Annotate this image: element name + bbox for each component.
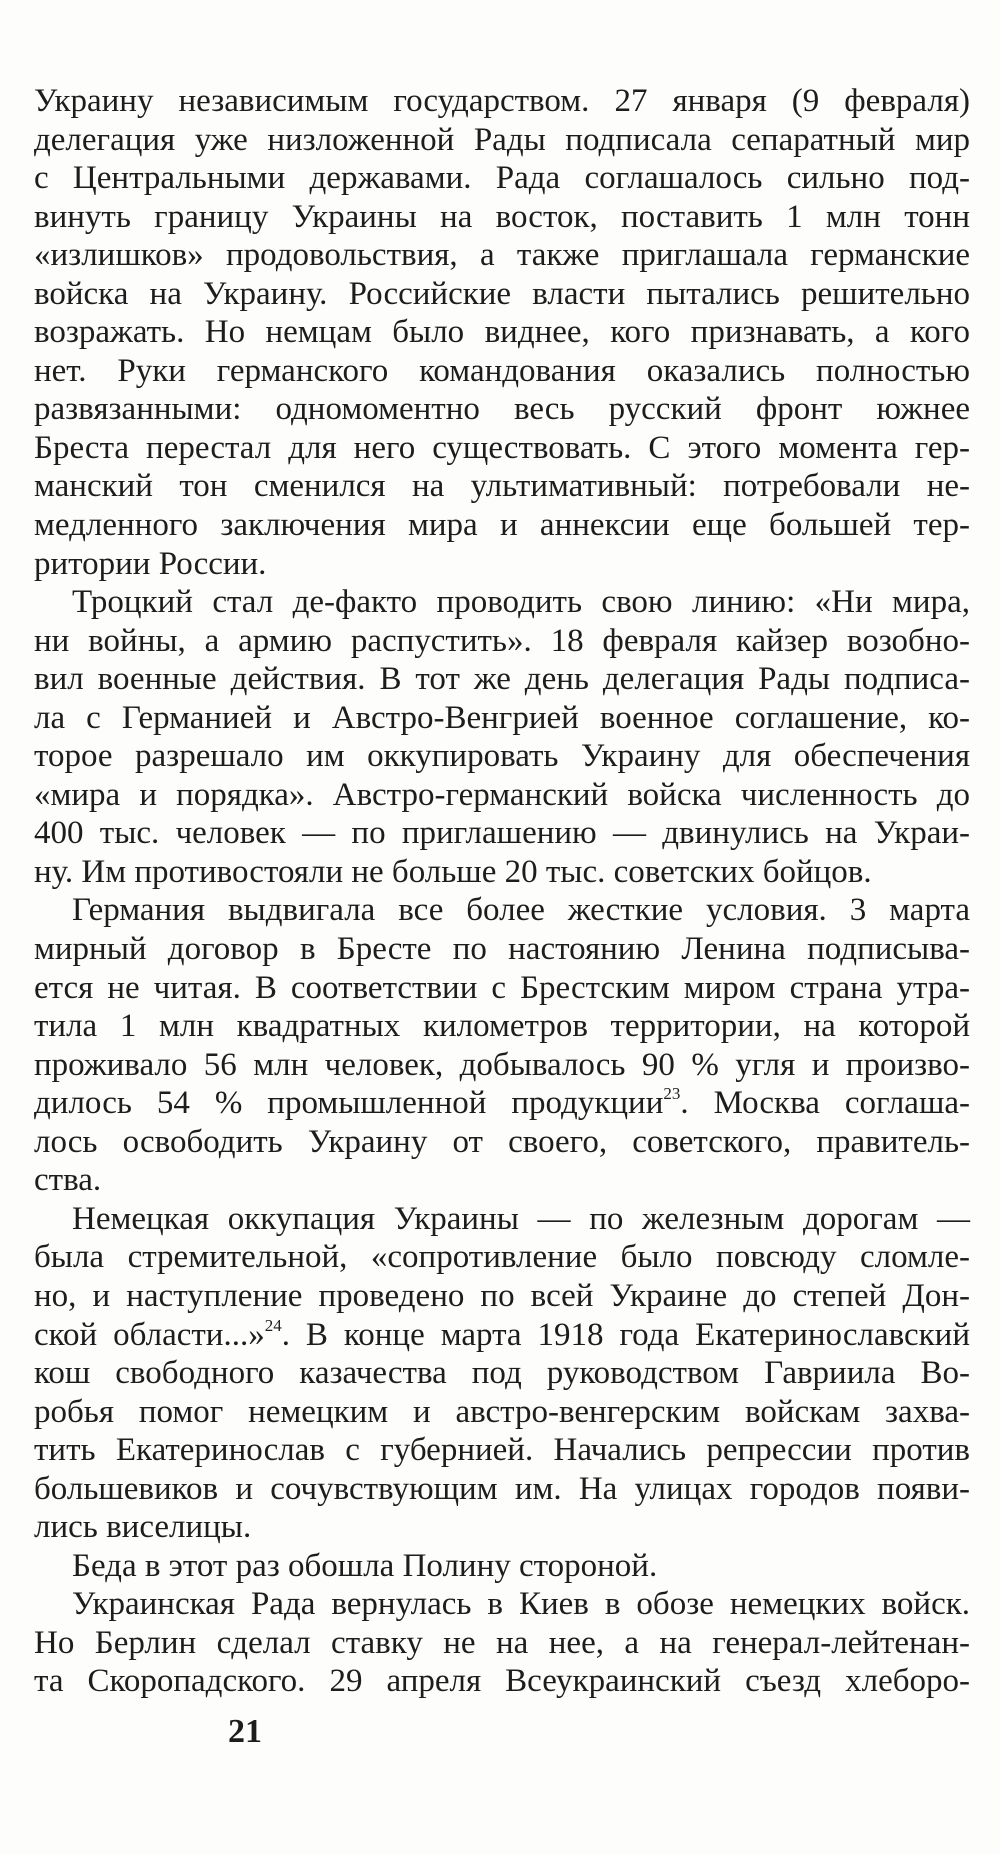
text-line: медленного заключения мира и аннексии еще большей тер- (34, 507, 970, 544)
text-line: ритории России. (34, 545, 267, 582)
text-line: ства. (34, 1162, 102, 1199)
text-line: была стремительной, «сопротивление было повсюду сломле- (34, 1239, 970, 1276)
text-fragment: дилось 54 % промышленной продукции (34, 1085, 664, 1122)
text-line: «излишков» продовольствия, а также приглашала германские (34, 237, 970, 274)
body-text (34, 82, 970, 1701)
text-line: Но Берлин сделал ставку не на нее, а на генерал-лейтенан- (34, 1624, 970, 1661)
footnote-marker: 24 (264, 1315, 282, 1335)
text-line: но, и наступление проведено по всей Украине до степей Дон- (34, 1277, 970, 1314)
text-line: нет. Руки германского командования оказались полностью (34, 352, 970, 389)
text-line: войска на Украину. Российские власти пытались решительно (34, 275, 970, 312)
text-line: ну. Им противостояли не больше 20 тыс. советских бойцов. (34, 853, 872, 890)
text-line: Германия выдвигала все более жесткие условия. 3 марта (72, 892, 970, 929)
text-line: Бреста перестал для него существовать. С этого момента гер- (34, 429, 970, 466)
text-line: манский тон сменился на ультимативный: потребовали не- (34, 468, 970, 505)
footnote-marker: 23 (663, 1084, 681, 1104)
text-line: вил военные действия. В тот же день делегация Рады подписа- (34, 661, 970, 698)
text-line: делегация уже низложенной Рады подписала сепаратный мир (34, 121, 970, 158)
text-line: тить Екатеринослав с губернией. Начались репрессии против (34, 1432, 970, 1469)
text-line: возражать. Но немцам было виднее, кого признавать, а кого (34, 314, 970, 351)
text-fragment: . В конце марта 1918 года Екатеринославский (281, 1316, 970, 1353)
text-line: Украину независимым государством. 27 января (9 февраля) (34, 83, 970, 119)
text-line: 400 тыс. человек — по приглашению — двинулись на Украи- (34, 815, 970, 852)
text-line: кош свободного казачества под руководством Гавриила Во- (34, 1355, 970, 1392)
text-fragment: . Москва соглаша- (680, 1085, 971, 1122)
text-line: винуть границу Украины на восток, поставить 1 млн тонн (34, 198, 970, 235)
text-line: мирный договор в Бресте по настоянию Ленина подписыва- (34, 931, 970, 968)
text-line: ется не читая. В соответствии с Брестским миром страна утра- (34, 969, 970, 1006)
text-line: та Скоропадского. 29 апреля Всеукраинский съезд хлеборо- (34, 1663, 970, 1700)
text-line: ни войны, а армию распустить». 18 февраля кайзер возобно- (34, 622, 970, 659)
text-line: торое разрешало им оккупировать Украину для обеспечения (34, 738, 970, 775)
text-line: проживало 56 млн человек, добывалось 90 % угля и произво- (34, 1046, 970, 1083)
page-number: 21 (228, 1713, 262, 1750)
text-line: ла с Германией и Австро-Венгрией военное соглашение, ко- (34, 699, 970, 736)
text-line: «мира и порядка». Австро-германский войска численность до (34, 776, 970, 813)
text-line: Украинская Рада вернулась в Киев в обозе немецких войск. (72, 1586, 970, 1623)
text-line: развязанными: одномоментно весь русский фронт южнее (34, 391, 970, 428)
text-line: тила 1 млн квадратных километров территории, на которой (34, 1008, 970, 1045)
text-line: большевиков и сочувствующим им. На улицах городов появи- (34, 1470, 970, 1507)
text-line: Троцкий стал де-факто проводить свою линию: «Ни мира, (72, 584, 970, 621)
text-line: Немецкая оккупация Украины — по железным дорогам — (72, 1200, 970, 1237)
text-fragment: ской области...» (34, 1316, 265, 1353)
text-line: Беда в этот раз обошла Полину стороной. (72, 1547, 658, 1584)
text-line (34, 1316, 970, 1355)
text-line: робья помог немецким и австро-венгерским войскам захва- (34, 1393, 970, 1430)
text-line (34, 1084, 970, 1123)
text-line: с Центральными державами. Рада соглашалось сильно под- (34, 160, 970, 197)
text-line: лось освободить Украину от своего, советского, правитель- (34, 1123, 970, 1160)
text-line: лись виселицы. (34, 1509, 252, 1546)
